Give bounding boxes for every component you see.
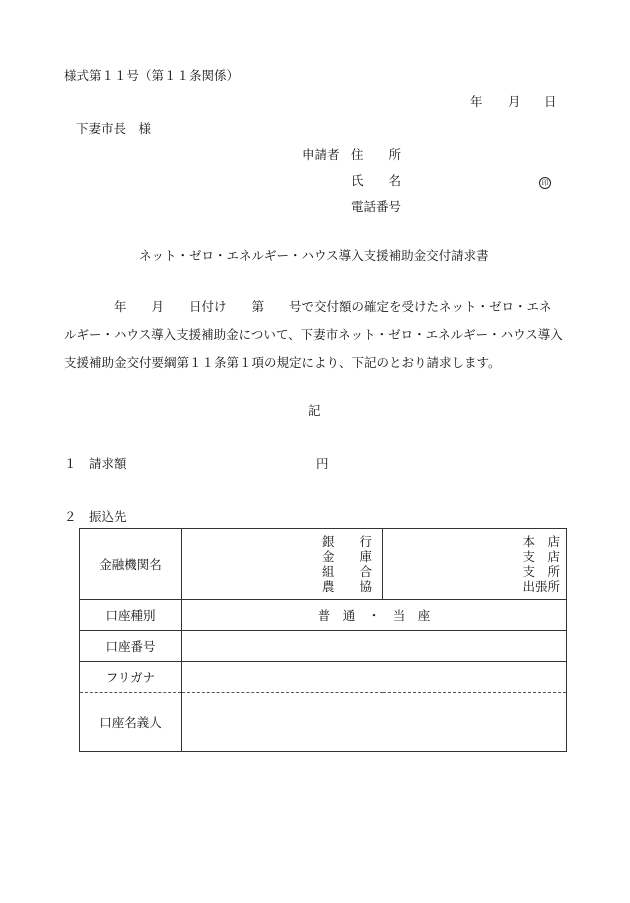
institution-name-field[interactable] bbox=[182, 529, 383, 600]
body-line: 支援補助金交付要綱第１１条第１項の規定により、下記のとおり請求します。 bbox=[64, 355, 501, 370]
branch-name-field[interactable] bbox=[383, 529, 567, 600]
addressee: 下妻市長 様 bbox=[76, 121, 152, 136]
account-type-row bbox=[80, 600, 567, 631]
institution-types: 銀 行 金 庫 組 合 農 協 bbox=[321, 534, 372, 594]
transfer-label: 振込先 bbox=[89, 509, 127, 524]
bank-account-table bbox=[79, 528, 567, 752]
date-day: 日 bbox=[544, 94, 557, 109]
furigana-field[interactable] bbox=[182, 662, 567, 693]
holder-row bbox=[80, 693, 567, 752]
date-year: 年 bbox=[470, 94, 483, 109]
transfer-number: ２ bbox=[64, 509, 77, 524]
claim-unit: 円 bbox=[316, 456, 329, 471]
holder-field[interactable] bbox=[182, 693, 567, 752]
claim-number: １ bbox=[64, 456, 77, 471]
date-month: 月 bbox=[508, 94, 521, 109]
document-title: ネット・ゼロ・エネルギー・ハウス導入支援補助金交付請求書 bbox=[139, 248, 489, 263]
account-type-label: 口座種別 bbox=[80, 600, 182, 631]
name-label: 氏 名 bbox=[351, 173, 402, 188]
seal-mark: 印 bbox=[539, 175, 551, 189]
form-id: 様式第１１号（第１１条関係） bbox=[64, 68, 240, 83]
account-number-row bbox=[80, 631, 567, 662]
account-type-options[interactable]: 普 通 ・ 当 座 bbox=[182, 600, 567, 631]
body-text bbox=[64, 301, 584, 370]
body-line: 年 月 日付け 第 号で交付額の確定を受けたネット・ゼロ・エネ bbox=[64, 299, 552, 314]
account-number-field[interactable] bbox=[182, 631, 567, 662]
institution-row bbox=[80, 529, 567, 600]
branch-types: 本 店 支 店 支 所 出張所 bbox=[522, 534, 560, 594]
furigana-row bbox=[80, 662, 567, 693]
phone-label: 電話番号 bbox=[351, 199, 402, 214]
body-line: ルギー・ハウス導入支援補助金について、下妻市ネット・ゼロ・エネルギー・ハウス導入 bbox=[64, 327, 563, 342]
institution-label: 金融機関名 bbox=[80, 529, 182, 600]
furigana-label: フリガナ bbox=[80, 662, 182, 693]
ki-heading: 記 bbox=[308, 403, 321, 418]
claim-label: 請求額 bbox=[89, 456, 127, 471]
holder-label: 口座名義人 bbox=[80, 693, 182, 752]
applicant-label: 申請者 bbox=[302, 147, 340, 162]
address-label: 住 所 bbox=[351, 147, 402, 162]
account-number-label: 口座番号 bbox=[80, 631, 182, 662]
